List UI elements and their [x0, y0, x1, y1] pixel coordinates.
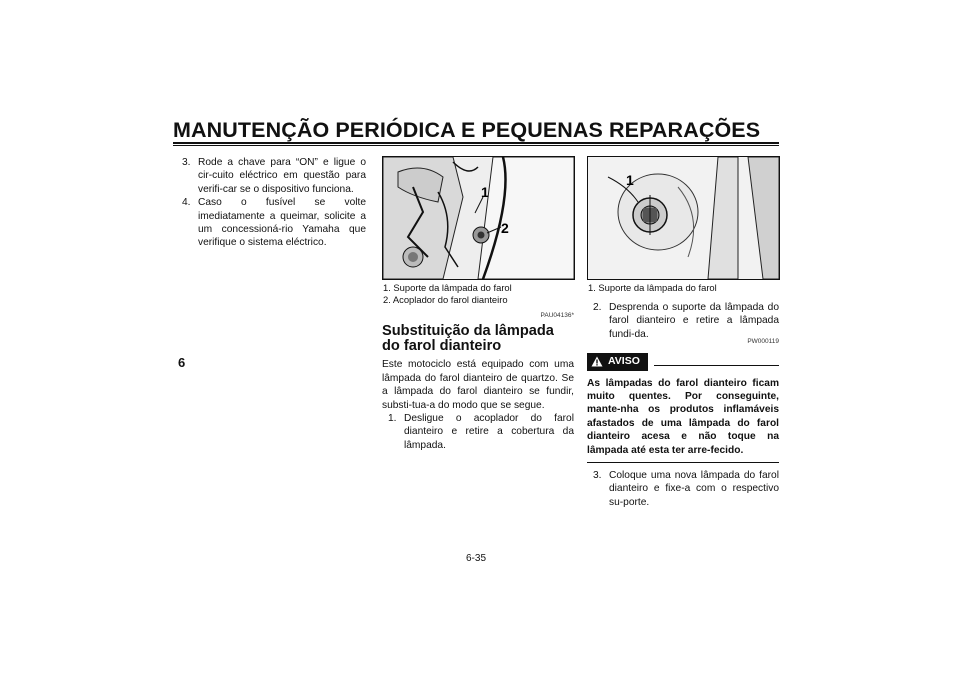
- figure-headlight-coupler: [382, 156, 575, 280]
- step-text: Coloque uma nova lâmpada do farol dianteiro e fixe-a com o respectivo su-porte.: [609, 470, 779, 508]
- callout-1: 1: [481, 184, 489, 200]
- caption-line: 1. Suporte da lâmpada do farol: [383, 282, 512, 293]
- section-code: PAU04136*: [540, 312, 574, 319]
- section-headlight: [382, 309, 574, 452]
- caption-line: 2. Acoplador do farol dianteiro: [383, 294, 508, 305]
- list-item: [382, 412, 574, 452]
- header-rule: [173, 142, 779, 144]
- callout-1: 1: [626, 172, 634, 188]
- warning-label: AVISO: [608, 354, 640, 367]
- warning-header: [587, 353, 779, 371]
- step-text: Desligue o acoplador do farol dianteiro e retire a cobertura da lâmpada.: [404, 413, 574, 451]
- section-title: Substituição da lâmpada do farol dianteiro: [382, 323, 554, 355]
- list-item: [180, 196, 366, 250]
- list-item: [180, 156, 366, 196]
- bulb-holder-illustration: [588, 157, 779, 279]
- warning-code: PW000119: [747, 338, 779, 346]
- column-3: [587, 301, 779, 509]
- step-number: 4.: [182, 197, 191, 209]
- step-text: Rode a chave para “ON” e ligue o cir-cuito eléctrico em questão para verifi-car se o dispositivo funciona.: [198, 157, 366, 195]
- step-number: 1.: [388, 413, 397, 425]
- page-title: MANUTENÇÃO PERIÓDICA E PEQUENAS REPARAÇÕES: [173, 118, 761, 142]
- step-text: Desprenda o suporte da lâmpada do farol dianteiro e retire a lâmpada fundi-da.: [609, 302, 779, 340]
- list-item: [587, 469, 779, 509]
- figure-bulb-holder: [587, 156, 780, 280]
- step-number: 3.: [182, 157, 191, 168]
- column-1: [180, 156, 366, 250]
- warning-badge: [587, 353, 648, 371]
- step-number: 2.: [593, 302, 602, 313]
- warning-rule: [654, 365, 779, 366]
- headlight-coupler-illustration: [383, 157, 574, 279]
- warning-icon: [591, 356, 603, 367]
- figure-2-captions: [588, 282, 780, 294]
- list-item: [587, 301, 779, 341]
- figure-1-captions: [383, 282, 575, 306]
- callout-2: 2: [501, 220, 509, 236]
- warning-text: As lâmpadas do farol dianteiro ficam muito quentes. Por conseguinte, mante-nha os produtos inflamáveis afastados de uma lâmpada do farol dianteiro acesa e não toque na lâmpada até esta ter arre-fecido.: [587, 377, 779, 456]
- chapter-tab: 6: [178, 355, 186, 370]
- section-intro: Este motociclo está equipado com uma lâmpada do farol dianteiro de quartzo. Se a lâmpada do farol dianteiro se fundir, substi-tua-a do modo que se segue.: [382, 359, 574, 411]
- step-text: Caso o fusível se volte imediatamente a queimar, solicite a um concessioná-rio Yamaha que verifique o sistema eléctrico.: [198, 197, 366, 249]
- step-number: 3.: [593, 470, 602, 482]
- page-number: 6-35: [466, 553, 487, 564]
- header-rule-thin: [173, 145, 779, 146]
- warning-end-rule: [587, 462, 779, 463]
- caption-line: 1. Suporte da lâmpada do farol: [588, 282, 717, 293]
